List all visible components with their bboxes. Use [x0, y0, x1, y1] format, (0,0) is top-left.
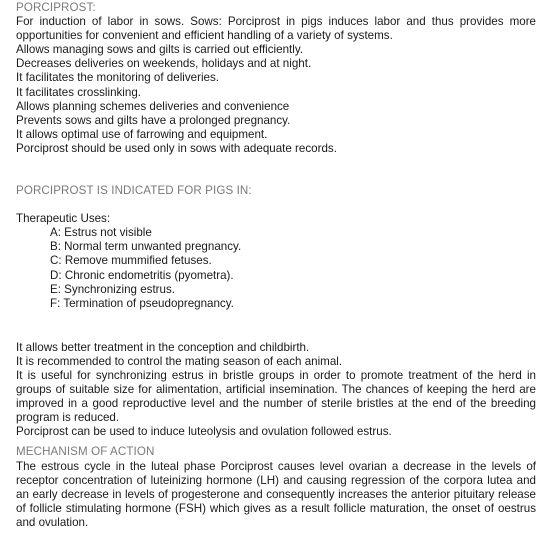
indications-heading: PORCIPROST IS INDICATED FOR PIGS IN:: [16, 184, 252, 198]
benefit-line-4: It facilitates crosslinking.: [16, 85, 142, 99]
mechanism-paragraph: The estrous cycle in the luteal phase Porciprost causes level ovarian a decrease in the levels of receptor concentration of luteinizing hormone (LH) and causing regression of the corpora lutea and an early decrease in levels of progesterone and consequently increases the anterior pituitary release of follicle stimulating hormone (FSH) which gives as a result follicle maturation, the onset of oestrus and ovulation.: [16, 459, 536, 529]
benefit-line-1: Allows managing sows and gilts is carried out efficiently.: [16, 43, 303, 57]
luteolysis-line: Porciprost can be used to induce luteolysis and ovulation followed estrus.: [16, 425, 392, 439]
benefit-conception-line: It allows better treatment in the conception and childbirth.: [16, 340, 310, 354]
mating-season-line: It is recommended to control the mating season of each animal.: [16, 354, 343, 368]
benefit-line-3: It facilitates the monitoring of deliveries.: [16, 71, 219, 85]
porciprost-heading: PORCIPROST:: [16, 1, 96, 14]
benefit-line-8: Porciprost should be used only in sows with adequate records.: [16, 141, 337, 155]
use-item-a: A: Estrus not visible: [50, 226, 152, 240]
benefit-line-6: Prevents sows and gilts have a prolonged pregnancy.: [16, 113, 291, 127]
benefit-line-5: Allows planning schemes deliveries and convenience: [16, 99, 290, 113]
use-item-c: C: Remove mummified fetuses.: [50, 254, 212, 268]
mechanism-heading: MECHANISM OF ACTION: [16, 445, 155, 459]
document-body: [16, 1, 536, 530]
use-item-f: F: Termination of pseudopregnancy.: [50, 296, 234, 310]
use-item-e: E: Synchronizing estrus.: [50, 282, 176, 296]
use-item-b: B: Normal term unwanted pregnancy.: [50, 240, 242, 254]
use-item-d: D: Chronic endometritis (pyometra).: [50, 268, 234, 282]
benefit-line-7: It allows optimal use of farrowing and equipment.: [16, 127, 268, 141]
labor-induction-paragraph: For induction of labor in sows. Sows: Porciprost in pigs induces labor and thus provides more opportunities for convenient and efficient handling of a variety of systems.: [16, 15, 536, 43]
estrus-synchronization-paragraph: It is useful for synchronizing estrus in bristle groups in order to promote treatment of the herd in groups of suitable size for alimentation, artificial insemination. The chances of keeping the herd are improved in a good reproductive level and the number of sterile bristles at the end of the breeding program is reduced.: [16, 368, 536, 425]
therapeutic-uses-title: Therapeutic Uses:: [16, 212, 111, 226]
benefit-line-2: Decreases deliveries on weekends, holidays and at night.: [16, 57, 312, 71]
